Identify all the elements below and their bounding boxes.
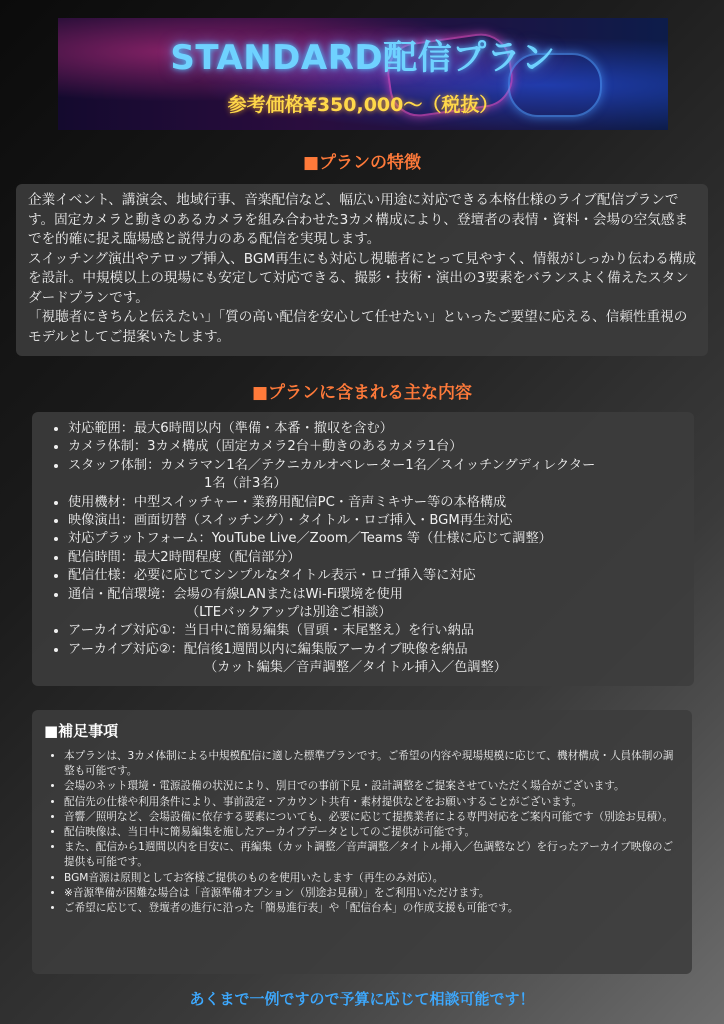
list-item: • スタッフ体制：カメラマン1名／テクニカルオペレーター1名／スイッチングディレクター 1名（計3名）	[68, 457, 680, 494]
list-item: • 本プランは、3カメ体制による中規模配信に適した標準プランです。ご希望の内容や現場規模に応じて、機材構成・人員体制の調整も可能です。	[64, 749, 678, 779]
plan-banner	[58, 18, 668, 130]
list-item: • 音響／照明など、会場設備に依存する要素についても、必要に応じて提携業者による専門対応をご案内可能です（別途お見積）。	[64, 810, 678, 825]
list-item: • アーカイブ対応②：配信後1週間以内に編集版アーカイブ映像を納品 （カット編集／音声調整／タイトル挿入／色調整）	[68, 641, 680, 678]
footer-note: あくまで一例ですので予算に応じて相談可能です！	[189, 990, 535, 1008]
contents-list	[42, 420, 680, 678]
features-paragraph: 「視聴者にきちんと伝えたい」「質の高い配信を安心して任せたい」といったご要望に応える、信頼性重視のモデルとしてご提案いたします。	[28, 309, 688, 345]
list-item: • 映像演出：画面切替（スイッチング）・タイトル・ロゴ挿入・BGM再生対応	[68, 512, 680, 530]
plan-price: 参考価格¥350,000〜（税抜）	[227, 94, 499, 116]
features-heading: ■プランの特徴	[302, 153, 422, 173]
list-item: • 通信・配信環境：会場の有線LANまたはWi-Fi環境を使用 （LTEバックアップは別途ご相談）	[68, 586, 680, 623]
notes-title: ■補足事項	[44, 722, 119, 740]
features-panel	[16, 184, 708, 356]
list-item: • 会場のネット環境・電源設備の状況により、別日での事前下見・設計調整をご提案させていただく場合がございます。	[64, 779, 678, 794]
list-item: • 対応プラットフォーム：YouTube Live／Zoom／Teams 等（仕様に応じて調整）	[68, 530, 680, 548]
list-item: • 対応範囲：最大6時間以内（準備・本番・撤収を含む）	[68, 420, 680, 438]
list-item: • 配信仕様：必要に応じてシンプルなタイトル表示・ロゴ挿入等に対応	[68, 567, 680, 585]
features-paragraph: スイッチング演出やテロップ挿入、BGM再生にも対応し視聴者にとって見やすく、情報がしっかり伝わる構成を設計。中規模以上の現場にも安定して対応できる、撮影・技術・演出の3要素をバランスよく備えたスタンダードプランです。	[28, 250, 696, 306]
list-item: • 配信先の仕様や利用条件により、事前設定・アカウント共有・素材提供などをお願いすることがございます。	[64, 795, 678, 810]
notes-panel	[32, 710, 692, 974]
notes-list	[44, 749, 678, 916]
list-item: • BGM音源は原則としてお客様ご提供のものを使用いたします（再生のみ対応）。	[64, 871, 678, 886]
features-paragraph: 企業イベント、講演会、地域行事、音楽配信など、幅広い用途に対応できる本格仕様のライブ配信プランです。固定カメラと動きのあるカメラを組み合わせた3カメ構成により、登壇者の表情・資料・会場の空気感までを的確に捉え臨場感と説得力のある配信を実現します。	[28, 192, 689, 247]
list-item: • 配信映像は、当日中に簡易編集を施したアーカイブデータとしてのご提供が可能です。	[64, 825, 678, 840]
contents-panel	[32, 412, 694, 686]
list-item: • アーカイブ対応①：当日中に簡易編集（冒頭・末尾整え）を行い納品	[68, 622, 680, 640]
list-item: • ご希望に応じて、登壇者の進行に沿った「簡易進行表」や「配信台本」の作成支援も可能です。	[64, 901, 678, 916]
list-item: • また、配信から1週間以内を目安に、再編集（カット調整／音声調整／タイトル挿入／色調整など）を行ったアーカイブ映像のご提供も可能です。	[64, 840, 678, 870]
list-item: • ※音源準備が困難な場合は「音源準備オプション（別途お見積）」をご利用いただけます。	[64, 886, 678, 901]
list-item: • 使用機材：中型スイッチャー・業務用配信PC・音声ミキサー等の本格構成	[68, 494, 680, 512]
list-item: • カメラ体制：3カメ構成（固定カメラ2台＋動きのあるカメラ1台）	[68, 438, 680, 456]
contents-heading: ■プランに含まれる主な内容	[251, 383, 473, 403]
plan-title: STANDARD配信プラン	[170, 38, 556, 78]
list-item: • 配信時間：最大2時間程度（配信部分）	[68, 549, 680, 567]
